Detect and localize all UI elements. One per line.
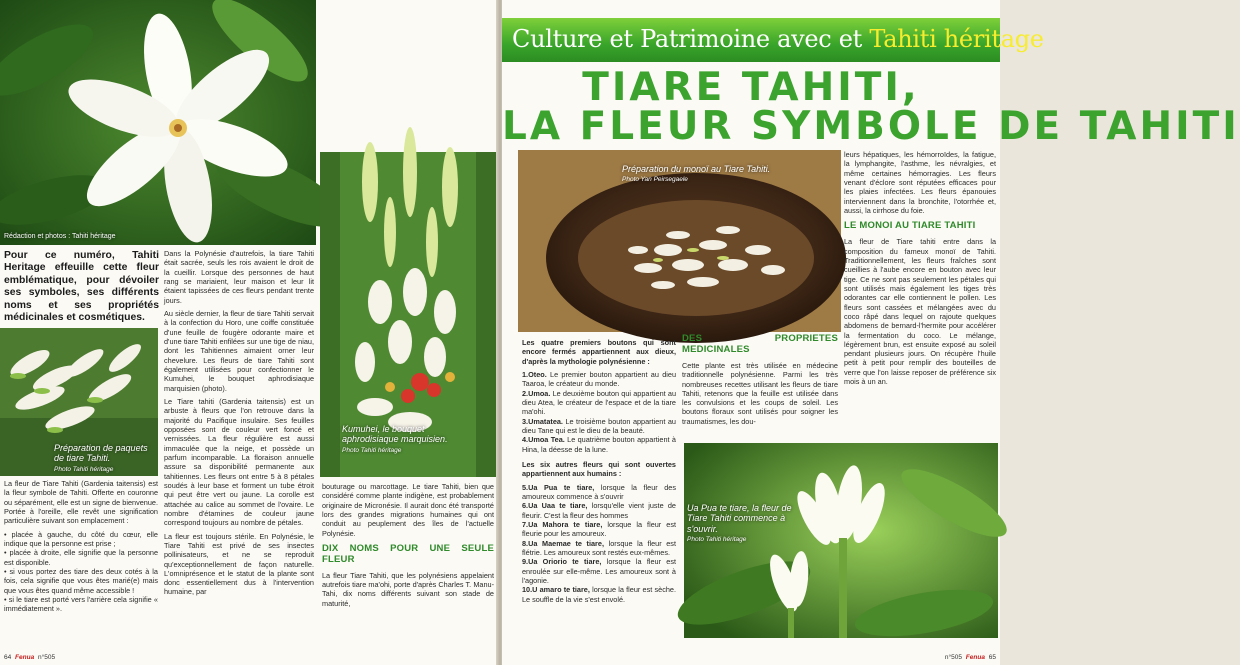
item-name: 1.Oteo. [522, 369, 547, 379]
hero-photo-caption: Rédaction et photos : Tahiti héritage [4, 233, 116, 240]
list-item [522, 389, 676, 417]
item-name: 8.Ua Maemae te tiare, [522, 538, 604, 548]
col2-paragraph: La fleur est toujours stérile. En Polynésie, le Tiare Tahiti est privé de ses insectes pollinisateurs, et ne se reproduit qu'exceptionnellement de façon naturelle. L'omniprésence et le statut de la plante sont donc essentiellement dus à l'intervention humaine, par [164, 531, 314, 597]
col1-bullet: • placée à gauche, du côté du cœur, elle indique que la personne est prise ; [4, 529, 158, 548]
col2-paragraph: Le Tiare tahiti (Gardenia taitensis) est un arbuste à fleurs que l'on retrouve dans la majorité du Pacifique insulaire. Ses feuilles opposées sont de couleur vert foncé et vernissées. La fleur régulière est aussi immaculée que la neige, et possède un parfum incomparable. La floraison annuelle assure sa disponibilité permanente aux tahitiennes. Les fleurs ont entre 5 à 8 pétales soudés à leur base et forment un tube étroit qui peut être vert ou jaune. La corolle est attachée au calice au sommet de l'ovaire. Le nombre d'étamines de couleur jaune correspond toujours au nombre de pétales. [164, 396, 314, 528]
item-text: Le quatrième bouton appartient à Hina, la déesse de la lune. [522, 435, 676, 454]
item-name: 3.Umatatea. [522, 416, 563, 426]
left-page [0, 0, 498, 665]
item-text: lorsque la fleur est fleurie pour les amoureux. [522, 519, 676, 539]
col2-paragraph: Dans la Polynésie d'autrefois, la tiare Tahiti était sacrée, seuls les rois avaient le droit de la cueillir. Lorsque des personnes de haut rang se mariaient, leur maison et leur lit étaient tapissées de ces fleurs pendant trente jours. [164, 249, 314, 305]
item-text: Le premier bouton appartient au dieu Taaroa, le créateur du monde. [522, 369, 676, 389]
column-1 [4, 479, 158, 614]
item-text: lorsque la fleur est flétrie. Les amoureux sont restés eux-mêmes. [522, 538, 676, 557]
monoi-paragraph: La fleur de Tiare tahiti entre dans la composition du fameux monoï de Tahiti. Traditionnellement, les fleurs fraîches sont cueillies à l'aube encore en bouton avec leur tige. Ce ne sont pas seulement les pétales qui sont utilisés mais également les tiges très odorantes car elle contiennent le pollen. Les fleurs sont cassées et mélangées avec du coco râpé dans lequel on rajoute quelques abdomens de bernard-l'hermite pour accélérer la fermentation du coco. Le mélange, légèrement brun, est ensuite exposé au soleil pendant plusieurs jours. On récupère l'huile petit à petit pour remplir des bouteilles de verre que l'on laisse reposer de préférence six mois à un an. [844, 237, 996, 387]
issue-number: n°505 [38, 654, 56, 661]
item-text: Le deuxième bouton qui appartient au dieu Atea, le créateur de l'espace et de la tiare ma'ohi. [522, 388, 676, 417]
article-title [502, 65, 1240, 149]
item-text: lorsque la fleur des amoureux commence à s'ouvrir [522, 482, 676, 501]
ua-pua-caption: Ua Pua te tiare, la fleur de Tiare Tahiti commence à s'ouvrir. [687, 503, 792, 534]
ua-pua-tiare-photo [684, 443, 998, 638]
item-name: 6.Ua Uaa te tiare, [522, 501, 588, 511]
humans-flowers-lead: Les six autres fleurs qui sont ouvertes appartiennent aux humains : [522, 459, 676, 479]
rubric-banner [502, 18, 1044, 62]
column-a [522, 338, 676, 604]
col1-bullet: • placée à droite, elle signifie que la personne est disponible. [4, 548, 158, 567]
kumuhei-photo [320, 152, 496, 477]
item-name: 4.Umoa Tea. [522, 435, 565, 445]
left-footer [4, 654, 55, 661]
title-line-1: TIARE TAHITI, [582, 65, 920, 110]
ua-pua-credit: Photo Tahiti héritage [687, 536, 747, 544]
item-text: lorsque la fleur est sèche. Le souffle de la vie s'est envolé. [522, 585, 676, 604]
medicinal-paragraph: Cette plante est très utilisée en médecine traditionnelle polynésienne. Parmi les très nombreuses recettes utilisant les fleurs de tiare Tahiti, retenons que la feuille est utilisée dans les convulsions et les coups de soleil. Les boutons floraux sont utilisés pour soigner les traumatismes, les dou- [682, 360, 838, 426]
bundles-credit: Photo Tahiti héritage [54, 465, 114, 473]
item-name: 10.U amaro te tiare, [522, 585, 590, 595]
item-name: 2.Umoa. [522, 388, 551, 398]
column-2 [164, 249, 314, 601]
magazine-logo: Fenua [15, 654, 35, 661]
list-item [522, 585, 676, 604]
list-item [522, 501, 676, 520]
banner-brand: Tahiti héritage [869, 25, 1044, 53]
list-item [522, 435, 676, 454]
right-footer [945, 654, 996, 661]
section-heading-dix-noms: DIX NOMS POUR UNE SEULE FLEUR [322, 542, 494, 565]
hero-flower-photo [0, 0, 316, 245]
list-item [522, 520, 676, 539]
list-item [522, 483, 676, 502]
monoi-caption: Préparation du monoï au Tiare Tahiti. [622, 164, 771, 174]
section-heading-monoi: LE MONOI AU TIARE TAHITI [844, 220, 976, 232]
page-number: 64 [4, 654, 12, 661]
column-c [844, 150, 996, 390]
monoi-preparation-photo [518, 150, 841, 332]
list-item [522, 539, 676, 558]
list-item [522, 557, 676, 585]
intro-text: Pour ce numéro, Tahiti Heritage effeuille cette fleur emblématique, pour dévoiler ses symboles, ses différents noms et ses propriétés médicinales et cosmétiques. [4, 250, 159, 324]
column-b [682, 334, 838, 430]
item-name: 9.Ua Oriorio te tiare, [522, 557, 602, 567]
col3-paragraph: La fleur Tiare Tahiti, que les polynésiens appelaient autrefois tiare ma'ohi, porte d'après Charles T. Manu-Tahi, dix noms différents suivant son stade de maturité, [322, 570, 494, 608]
banner-text: Culture et Patrimoine avec et [512, 25, 870, 53]
list-item [522, 417, 676, 436]
page-number: 65 [988, 654, 996, 661]
col3-paragraph: bouturage ou marcottage. Le tiare Tahiti, bien que considéré comme plante indigène, est probablement originaire de Micronésie. Il aurait donc été transporté lors des grandes migrations humaines qui ont conduit au peuplement des îles de l'actuelle Polynésie. [322, 482, 494, 538]
title-line-2: LA FLEUR SYMBOLE DE TAHITI [502, 104, 1240, 149]
col1-paragraph: La fleur de Tiare Tahiti (Gardenia taitensis) est la fleur symbole de Tahiti. Offerte en couronne ou séparément, elle est un signe de bienvenue. Portée à l'oreille, elle revêt une signification particulière suivant son emplacement : [4, 479, 158, 526]
issue-number: n°505 [944, 654, 962, 661]
monoi-credit: Photo Yan Peirsegaele [622, 176, 688, 184]
col-c-paragraph: leurs hépatiques, les hémorroïdes, la fatigue, la lymphangite, l'asthme, les névralgies, et même certaines hémorragies. Les fleurs venant d'éclore sont réputées efficaces pour les plaies infectées. Les fleurs épanouies interviennent dans la bronchite, l'otorrhée et, aussi, la cirrhose du foie. [844, 150, 996, 215]
right-page [502, 0, 1240, 665]
item-text: lorsque la fleur est enroulée sur elle-même. Les amoureux sont à l'agonie. [522, 557, 676, 585]
section-heading-medicinal: DES PROPRIETES MEDICINALES [682, 333, 838, 355]
column-3 [322, 482, 494, 612]
item-name: 5.Ua Pua te tiare, [522, 482, 595, 492]
col1-bullet: • si le tiare est porté vers l'arrière cela signifie « immédiatement ». [4, 594, 158, 614]
item-text: Le troisième bouton appartient au dieu Tane qui est le dieu de la beauté. [522, 416, 676, 435]
kumuhei-credit: Photo Tahiti héritage [342, 446, 402, 454]
item-text: lorsqu'elle vient juste de fleurir. C'est la fleur des hommes [522, 501, 676, 520]
col1-bullet: • si vous portez des tiare des deux cotés à la fois, cela signifie que vous êtes marié(e) mais que vous êtes quand même accessible ! [4, 566, 158, 595]
gods-buds-lead: Les quatre premiers boutons qui sont encore fermés appartiennent aux dieux, d'après la mythologie polynésienne : [522, 338, 676, 366]
magazine-logo: Fenua [965, 654, 985, 661]
list-item [522, 370, 676, 389]
item-name: 7.Ua Mahora te tiare, [522, 519, 603, 529]
col2-paragraph: Au siècle dernier, la fleur de tiare Tahiti servait à la confection du Horo, une coiffe constituée d'une feuille de fougère odorante maire et d'une tiare Tahiti enfilées sur une tige de niau, dont les Tahitiennes aimaient orner leur chevelure. Les fleurs de tiare Tahiti sont également utilisées pour confectionner le Kumuhei, le bouquet aphrodisiaque marquisien (photo). [164, 308, 314, 393]
bundles-caption: Préparation de paquets de tiare Tahiti. [54, 443, 148, 464]
tiare-bundles-photo [0, 328, 158, 476]
kumuhei-caption: Kumuhei, le bouquet aphrodisiaque marquisien. [342, 424, 448, 445]
